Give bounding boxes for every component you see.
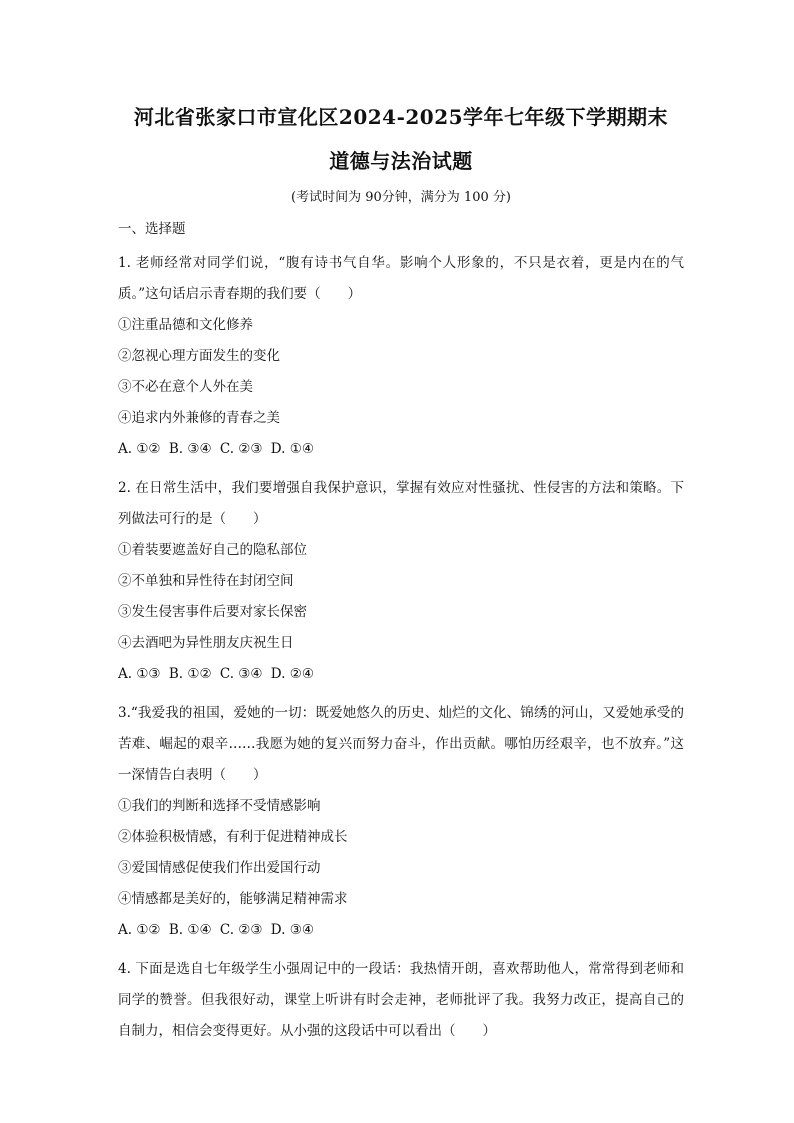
statement-option: ①我们的判断和选择不受情感影响 — [118, 798, 321, 814]
question-stem: 2. 在日常生活中，我们要增强自我保护意识，掌握有效应对性骚扰、性侵害的方法和策略。下列做法可行的是（ ） — [118, 480, 684, 527]
choice-c: C. ②③ — [219, 441, 263, 457]
statement-option: ③爱国情感促使我们作出爱国行动 — [118, 860, 321, 876]
statement-option: ②忽视心理方面发生的变化 — [118, 348, 280, 364]
exam-subtitle: (考试时间为 90分钟，满分为 100 分) — [291, 190, 511, 205]
choice-a: A. ①② — [118, 922, 161, 938]
statement-option: ④情感都是美好的，能够满足精神需求 — [118, 891, 348, 907]
question-4 — [118, 954, 684, 1047]
statement-option: ①着装要遮盖好自己的隐私部位 — [118, 542, 307, 558]
statement-option: ①注重品德和文化修养 — [118, 317, 253, 333]
choice-b: B. ③④ — [168, 441, 212, 457]
choice-b: B. ①② — [168, 666, 212, 682]
question-2 — [118, 473, 684, 690]
question-stem: 1. 老师经常对同学们说，“腹有诗书气自华。影响个人形象的，不只是衣着，更是内在的气质。”这句话启示青春期的我们要（ ） — [118, 255, 684, 302]
choice-a: A. ①③ — [118, 666, 161, 682]
answer-choices — [118, 434, 684, 465]
statement-option: ④去酒吧为异性朋友庆祝生日 — [118, 635, 294, 651]
statement-option: ③不必在意个人外在美 — [118, 379, 253, 395]
question-stem: 4. 下面是选自七年级学生小强周记中的一段话：我热情开朗，喜欢帮助他人，常常得到老师和同学的赞誉。但我很好动，课堂上听讲有时会走神，老师批评了我。我努力改正，提高自己的自制力，相信会变得更好。从小强的这段话中可以看出（ ） — [118, 961, 684, 1039]
answer-choices — [118, 659, 684, 690]
choice-c: C. ③④ — [219, 666, 263, 682]
exam-title-line1: 河北省张家口市宣化区2024-2025学年七年级下学期期末 — [133, 105, 669, 129]
choice-d: D. ③④ — [270, 922, 314, 938]
choice-b: B. ①④ — [168, 922, 212, 938]
choice-d: D. ①④ — [270, 441, 314, 457]
section-heading: 一、选择题 — [118, 221, 186, 237]
statement-option: ③发生侵害事件后要对家长保密 — [118, 604, 307, 620]
statement-option: ④追求内外兼修的青春之美 — [118, 410, 280, 426]
choice-a: A. ①② — [118, 441, 161, 457]
statement-option: ②体验积极情感，有利于促进精神成长 — [118, 829, 348, 845]
choice-d: D. ②④ — [270, 666, 314, 682]
choice-c: C. ②③ — [219, 922, 263, 938]
question-stem: 3.“我爱我的祖国，爱她的一切：既爱她悠久的历史、灿烂的文化、锦绣的河山，又爱她承受的苦难、崛起的艰辛……我愿为她的复兴而努力奋斗，作出贡献。哪怕历经艰辛，也不放弃。”这一深情告白表明（ ） — [118, 705, 684, 783]
question-3 — [118, 698, 684, 946]
answer-choices — [118, 915, 684, 946]
exam-title-line2: 道德与法治试题 — [329, 149, 473, 173]
question-1 — [118, 248, 684, 465]
statement-option: ②不单独和异性待在封闭空间 — [118, 573, 294, 589]
